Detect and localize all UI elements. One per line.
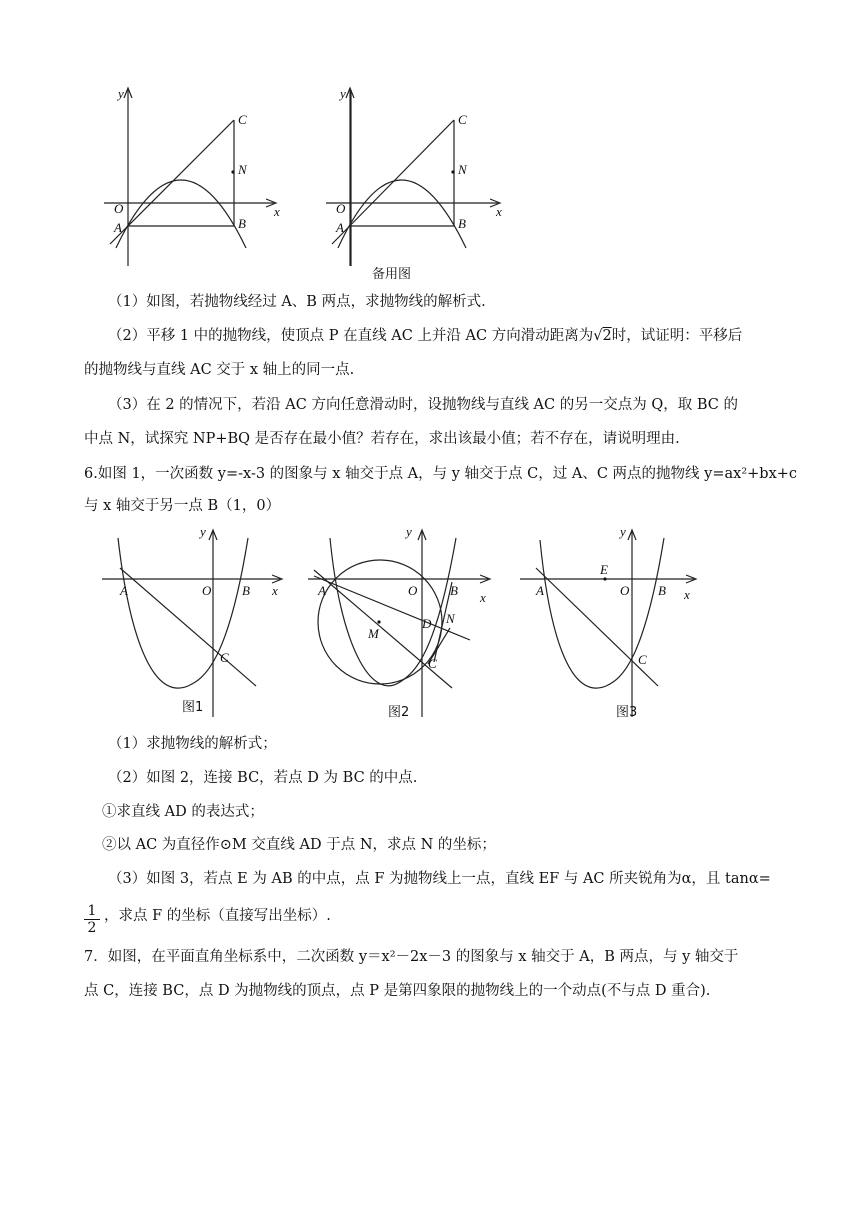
label-B: B	[458, 216, 466, 231]
label-C: C	[458, 112, 467, 127]
label-D: D	[422, 616, 432, 631]
figure-top-left	[96, 82, 286, 272]
figure-caption: 图3	[616, 705, 638, 720]
figure-3	[516, 522, 706, 722]
q5-part3-line1: （3）在 2 的情况下，若沿 AC 方向任意滑动时，设抛物线与直线 AC 的另一交点为 Q，取 BC 的	[108, 397, 738, 413]
label-y: y	[200, 524, 206, 539]
label-O: O	[336, 201, 346, 216]
q6-part3-line2: ，求点 F 的坐标（直接写出坐标）.	[104, 908, 331, 924]
label-x: x	[274, 204, 280, 219]
label-A: A	[114, 220, 122, 235]
label-y: y	[118, 86, 124, 101]
label-N: N	[458, 162, 467, 177]
figure-caption: 图1	[182, 700, 204, 715]
label-C: C	[238, 112, 247, 127]
label-O: O	[620, 583, 630, 598]
figure-caption: 图2	[388, 705, 410, 720]
figure-1	[96, 522, 292, 722]
figure-2	[300, 522, 500, 722]
label-C: C	[428, 656, 437, 671]
figure-caption: 备用图	[372, 267, 412, 282]
label-C: C	[638, 652, 647, 667]
q5-part2-line1	[84, 325, 804, 347]
fraction-one-half	[84, 903, 100, 936]
label-y: y	[620, 524, 626, 539]
label-O: O	[114, 201, 124, 216]
q7-stem-line2: 点 C，连接 BC，点 D 为抛物线的顶点，点 P 是第四象限的抛物线上的一个动点(不与点 D 重合).	[84, 983, 711, 999]
label-B: B	[242, 583, 250, 598]
label-B: B	[450, 583, 458, 598]
label-M: M	[368, 626, 379, 641]
q6-part3-line1: （3）如图 3，若点 E 为 AB 的中点，点 F 为抛物线上一点，直线 EF 与 AC 所夹锐角为α，且 tanα=	[108, 871, 771, 887]
q5-part2-text-a: （2）平移 1 中的抛物线，使顶点 P 在直线 AC 上并沿 AC 方向滑动距离为	[108, 328, 594, 344]
q5-part2-line2: 的抛物线与直线 AC 交于 x 轴上的同一点.	[84, 362, 355, 378]
label-C: C	[220, 650, 229, 665]
q6-stem-line1: 6.如图 1，一次函数 y=-x-3 的图象与 x 轴交于点 A，与 y 轴交于点 C，过 A、C 两点的抛物线 y=ax²+bx+c	[84, 466, 798, 482]
q5-part3-line2: 中点 N，试探究 NP+BQ 是否存在最小值？若存在，求出该最小值；若不存在，请说明理由.	[84, 431, 680, 447]
label-E: E	[600, 562, 608, 577]
label-O: O	[408, 583, 418, 598]
label-x: x	[480, 590, 486, 605]
label-N: N	[238, 162, 247, 177]
q6-stem-line2: 与 x 轴交于另一点 B（1，0）	[84, 498, 281, 514]
label-A: A	[336, 220, 344, 235]
fraction-denominator: 2	[87, 920, 97, 936]
sqrt-sign: √	[593, 328, 603, 344]
q6-part2-ii: ②以 AC 为直径作⊙M 交直线 AD 于点 N，求点 N 的坐标；	[102, 837, 496, 853]
label-x: x	[272, 583, 278, 598]
label-y: y	[406, 524, 412, 539]
q7-stem-line1: 7．如图，在平面直角坐标系中，二次函数 y＝x²－2x－3 的图象与 x 轴交于 A，B 两点，与 y 轴交于	[84, 949, 739, 965]
q5-part2-text-b: 时，试证明：平移后	[611, 328, 743, 344]
q5-part1: （1）如图，若抛物线经过 A、B 两点，求抛物线的解析式.	[108, 294, 486, 310]
sqrt-expression	[593, 328, 611, 344]
q6-part1: （1）求抛物线的解析式；	[108, 736, 277, 752]
label-A: A	[536, 583, 544, 598]
q6-part2: （2）如图 2，连接 BC，若点 D 为 BC 的中点.	[108, 770, 418, 786]
label-A: A	[120, 583, 128, 598]
q6-part2-i: ①求直线 AD 的表达式；	[102, 804, 264, 820]
label-N: N	[446, 611, 455, 626]
label-y: y	[340, 86, 346, 101]
label-B: B	[658, 583, 666, 598]
figure-top-right	[318, 82, 514, 287]
label-O: O	[202, 583, 212, 598]
label-B: B	[238, 216, 246, 231]
fraction-numerator: 1	[84, 903, 100, 920]
sqrt-radicand: 2	[602, 328, 612, 344]
label-x: x	[496, 204, 502, 219]
label-x: x	[684, 587, 690, 602]
label-A: A	[318, 583, 326, 598]
